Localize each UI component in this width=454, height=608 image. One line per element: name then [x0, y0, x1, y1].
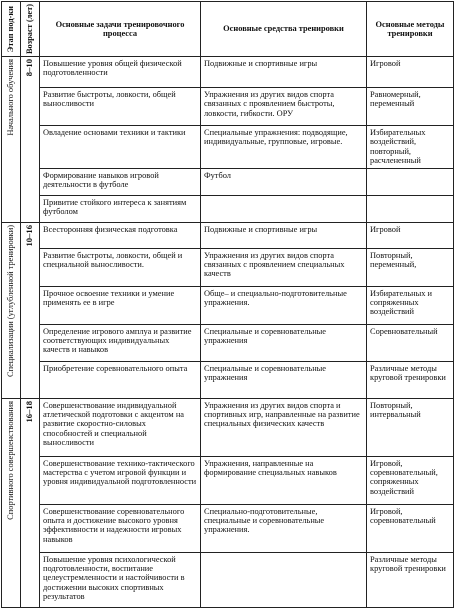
task-cell: Развитие быстроты, ловкости, общей и специальной выносливости.: [40, 248, 201, 286]
table-row: [2, 88, 454, 126]
stage-label: Спортивного совершенствования: [6, 400, 16, 520]
means-cell: Подвижные и спортивные игры: [201, 57, 367, 88]
task-cell: Совершенствование индивидуальной атлетической подготовки с акцентом на развитие скоростно-силовых способностей и специальной выносливости: [40, 398, 201, 456]
training-stages-table: [1, 1, 454, 608]
table-row: [2, 286, 454, 324]
task-cell: Прочное освоение техники и умение применять ее в игре: [40, 286, 201, 324]
stage-cell: [2, 398, 21, 607]
task-cell: Овладение основами техники и тактики: [40, 126, 201, 169]
header-methods: Основные методы тренировки: [367, 2, 454, 57]
method-cell: Соревновательный: [367, 324, 454, 361]
means-cell: Упражнения из других видов спорта и спортивных игр, направленные на развитие специальных физических качеств: [201, 398, 367, 456]
task-cell: Совершенствование технико-тактического мастерства с учетом игровой функции и уровня индивидуальной подготовленности: [40, 456, 201, 504]
means-cell: Специальные и соревновательные упражнения: [201, 324, 367, 361]
stage-cell: [2, 57, 21, 223]
method-cell: Избирательных и сопряженных воздействий: [367, 286, 454, 324]
header-age-label: Возраст (лет): [25, 4, 35, 55]
task-cell: Формирование навыков игровой деятельности в футболе: [40, 168, 201, 195]
task-cell: Определение игрового амплуа и развитие соответствующих индивидуальных качеств и навыков: [40, 324, 201, 361]
method-cell: Игровой, соревновательный, сопряженных воздействий: [367, 456, 454, 504]
task-cell: Приобретение соревновательного опыта: [40, 361, 201, 398]
table-row: [2, 248, 454, 286]
table-row: [2, 126, 454, 169]
method-cell: Игровой, соревновательный: [367, 504, 454, 552]
age-label: 10–16: [24, 224, 35, 247]
task-cell: Привитие стойкого интереса к занятиям футболом: [40, 195, 201, 222]
table-header-row: [2, 2, 454, 57]
method-cell: [367, 168, 454, 195]
age-cell: [21, 222, 40, 398]
table-row: [2, 552, 454, 607]
task-cell: Совершенствование соревновательного опыта и достижение высокого уровня эффективности и надежности игровых навыков: [40, 504, 201, 552]
means-cell: Упражнения из других видов спорта связанных с проявлением специальных качеств: [201, 248, 367, 286]
method-cell: [367, 195, 454, 222]
age-cell: [21, 57, 40, 223]
header-tasks: Основные задачи тренировочного процесса: [40, 2, 201, 57]
means-cell: Специальные упражнения: подводящие, индивидуальные, групповые, игровые.: [201, 126, 367, 169]
table-row: [2, 324, 454, 361]
means-cell: Специально-подготовительные, специальные и соревновательные упражнения.: [201, 504, 367, 552]
means-cell: Упражнения, направленные на формирование специальных навыков: [201, 456, 367, 504]
stage-label: Специализации (углубленной тренировки): [6, 224, 16, 377]
table-row: [2, 361, 454, 398]
stage-cell: [2, 222, 21, 398]
table-row: [2, 456, 454, 504]
method-cell: Повторный, интервальный: [367, 398, 454, 456]
method-cell: Различные методы круговой тренировки: [367, 361, 454, 398]
header-means: Основные средства тренировки: [201, 2, 367, 57]
header-age: [21, 2, 40, 57]
means-cell: Подвижные и спортивные игры: [201, 222, 367, 248]
header-stage-label: Этап под-ки: [6, 5, 16, 53]
method-cell: Игровой: [367, 57, 454, 88]
task-cell: Повышение уровня психологической подготовленности, воспитание целеустремленности и настойчивости в достижении высоких спортивных результатов: [40, 552, 201, 607]
means-cell: Специальные и соревновательные упражнения: [201, 361, 367, 398]
means-cell: Обще– и специально-подготовительные упражнения.: [201, 286, 367, 324]
training-table-container: [1, 1, 453, 602]
age-label: 16–18: [24, 400, 35, 423]
means-cell: Упражнения из других видов спорта связанных с проявлением быстроты, ловкости, гибкости. ОРУ: [201, 88, 367, 126]
table-row: [2, 195, 454, 222]
method-cell: Избирательных воздействий, повторный, расчлененный: [367, 126, 454, 169]
means-cell: [201, 552, 367, 607]
stage-label: Начального обучения: [6, 59, 16, 136]
table-row: [2, 504, 454, 552]
table-row: [2, 398, 454, 456]
task-cell: Всесторонняя физическая подготовка: [40, 222, 201, 248]
table-row: [2, 222, 454, 248]
header-stage: [2, 2, 21, 57]
task-cell: Развитие быстроты, ловкости, общей выносливости: [40, 88, 201, 126]
table-row: [2, 168, 454, 195]
means-cell: Футбол: [201, 168, 367, 195]
method-cell: Различные методы круговой тренировки: [367, 552, 454, 607]
means-cell: [201, 195, 367, 222]
age-label: 8–10: [24, 59, 35, 77]
method-cell: Равномерный, переменный: [367, 88, 454, 126]
method-cell: Повторный, переменный,: [367, 248, 454, 286]
table-row: [2, 57, 454, 88]
method-cell: Игровой: [367, 222, 454, 248]
task-cell: Повышение уровня общей физической подготовленности: [40, 57, 201, 88]
age-cell: [21, 398, 40, 607]
